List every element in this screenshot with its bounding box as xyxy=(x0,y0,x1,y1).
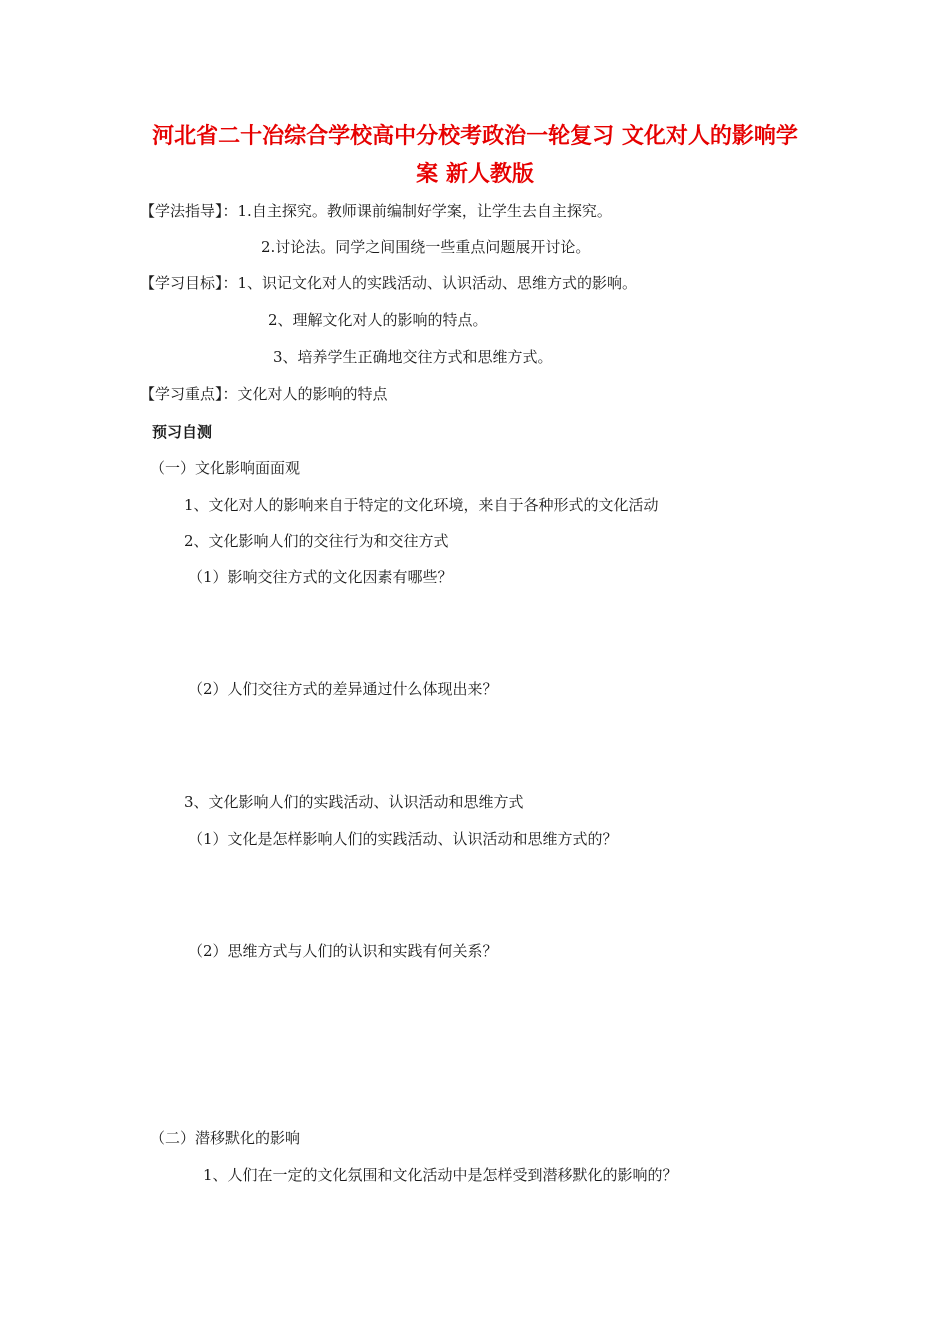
goals-item-2: 2、理解文化对人的影响的特点。 xyxy=(268,311,488,329)
title-line-2: 案 新人教版 xyxy=(416,162,534,187)
preview-heading: 预习自测 xyxy=(152,423,213,441)
section-2-heading: （二）潜移默化的影响 xyxy=(150,1129,301,1147)
question-3: （1）文化是怎样影响人们的实践活动、认识活动和思维方式的？ xyxy=(188,830,618,848)
method-item-2: 2.讨论法。同学之间围绕一些重点问题展开讨论。 xyxy=(261,238,591,256)
paragraph-4: 1、人们在一定的文化氛围和文化活动中是怎样受到潜移默化的影响的？ xyxy=(203,1166,678,1184)
paragraph-2: 2、文化影响人们的交往行为和交往方式 xyxy=(184,532,449,550)
goals-label: 【学习目标】： xyxy=(140,274,238,292)
document-title xyxy=(120,118,830,194)
section-1-heading: （一）文化影响面面观 xyxy=(150,459,301,477)
method-item-1: 1.自主探究。教师课前编制好学案，让学生去自主探究。 xyxy=(237,202,612,220)
paragraph-3: 3、文化影响人们的实践活动、认识活动和思维方式 xyxy=(184,793,524,811)
focus-line xyxy=(140,384,388,404)
goals-line-1 xyxy=(140,273,637,293)
question-2: （2）人们交往方式的差异通过什么体现出来？ xyxy=(188,680,498,698)
title-line-1: 河北省二十冶综合学校高中分校考政治一轮复习 文化对人的影响学 xyxy=(152,124,798,149)
question-4: （2）思维方式与人们的认识和实践有何关系？ xyxy=(188,942,498,960)
question-1: （1）影响交往方式的文化因素有哪些？ xyxy=(188,568,453,586)
focus-label: 【学习重点】： xyxy=(140,385,238,403)
goals-item-1: 1、识记文化对人的实践活动、认识活动、思维方式的影响。 xyxy=(237,274,638,292)
focus-text: 文化对人的影响的特点 xyxy=(237,385,388,403)
goals-item-3: 3、培养学生正确地交往方式和思维方式。 xyxy=(273,348,553,366)
method-line-1 xyxy=(140,201,612,221)
paragraph-1: 1、文化对人的影响来自于特定的文化环境，来自于各种形式的文化活动 xyxy=(184,496,659,514)
method-label: 【学法指导】： xyxy=(140,202,238,220)
